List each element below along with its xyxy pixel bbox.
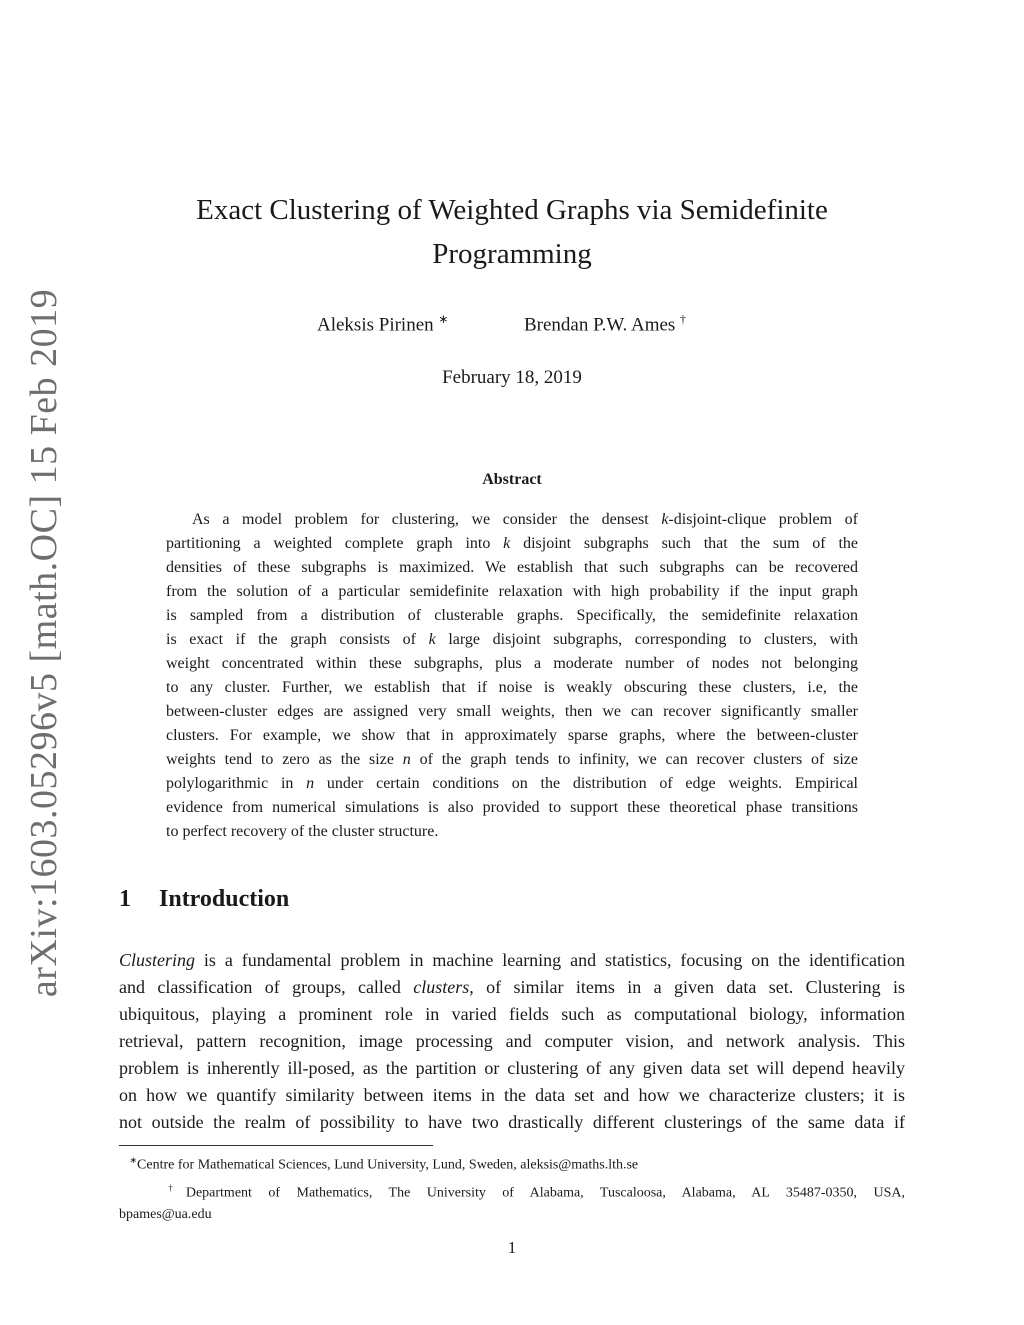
abstract-line: is exact if the graph consists of k large disjoint subgraphs, corresponding to clusters, with xyxy=(166,631,859,648)
abstract-line: between-cluster edges are assigned very small weights, then we can recover significantly smaller xyxy=(166,703,858,720)
section-title: Introduction xyxy=(159,886,290,912)
intro-line: problem is inherently ill-posed, as the partition or clustering of any given data set will depend heavily xyxy=(119,1058,905,1078)
footnote-2-continued: bpames@ua.edu xyxy=(119,1207,212,1223)
abstract-line: densities of these subgraphs is maximized. We establish that such subgraphs can be recovered xyxy=(166,559,858,576)
abstract-line: weight concentrated within these subgraphs, plus a moderate number of nodes not belonging xyxy=(166,655,858,672)
page-number: 1 xyxy=(507,1238,517,1257)
abstract-line: to any cluster. Further, we establish that if noise is weakly obscuring these clusters, i.e, the xyxy=(166,679,858,696)
footnotes xyxy=(119,1149,905,1226)
introduction-body xyxy=(119,947,905,1136)
abstract-line: is sampled from a distribution of clusterable graphs. Specifically, the semidefinite relaxation xyxy=(166,607,858,624)
paper-title xyxy=(120,188,904,276)
abstract-line: polylogarithmic in n under certain conditions on the distribution of edge weights. Empirical xyxy=(166,775,858,792)
abstract-line: weights tend to zero as the size n of the graph tends to infinity, we can recover clusters of size xyxy=(166,751,859,768)
paper-title-line-2: Programming xyxy=(432,238,592,270)
abstract-body xyxy=(166,508,858,844)
abstract-heading: Abstract xyxy=(482,471,542,488)
intro-line: ubiquitous, playing a prominent role in varied fields such as computational biology, information xyxy=(119,1004,905,1024)
author-1-name: Aleksis Pirinen xyxy=(317,314,434,336)
abstract-line: evidence from numerical simulations is also provided to support these theoretical phase transitions xyxy=(166,799,858,816)
abstract-line: to perfect recovery of the cluster structure. xyxy=(166,823,439,840)
footnote-1: ∗Centre for Mathematical Sciences, Lund University, Lund, Sweden, aleksis@maths.lth.se xyxy=(129,1155,639,1173)
author-1-footnote-mark: ∗ xyxy=(438,312,449,326)
abstract-line: As a model problem for clustering, we consider the densest k-disjoint-clique problem of xyxy=(192,511,858,528)
author-1 xyxy=(317,312,448,336)
paper-date: February 18, 2019 xyxy=(442,367,582,388)
intro-line: on how we quantify similarity between items in the data set and how we characterize clusters; it is xyxy=(119,1085,905,1105)
author-2-name: Brendan P.W. Ames xyxy=(524,314,676,336)
section-number: 1 xyxy=(119,886,131,912)
abstract-line: clusters. For example, we show that in approximately sparse graphs, where the between-cluster xyxy=(166,727,858,744)
intro-line: not outside the realm of possibility to have two drastically different clusterings of the same data if xyxy=(119,1112,905,1132)
section-heading-introduction xyxy=(119,886,289,913)
abstract-line: partitioning a weighted complete graph into k disjoint subgraphs such that the sum of the xyxy=(166,535,858,552)
footnote-divider xyxy=(119,1145,433,1146)
footnote-2: †Department of Mathematics, The University of Alabama, Tuscaloosa, Alabama, AL 35487-0350, USA, xyxy=(168,1182,906,1201)
intro-line: Clustering is a fundamental problem in machine learning and statistics, focusing on the identification xyxy=(119,950,905,970)
author-2 xyxy=(524,312,686,336)
abstract-line: from the solution of a particular semidefinite relaxation with high probability if the input graph xyxy=(166,583,858,600)
intro-line: retrieval, pattern recognition, image processing and computer vision, and network analysis. This xyxy=(119,1031,905,1051)
arxiv-identifier-text: arXiv:1603.05296v5 [math.OC] 15 Feb 2019 xyxy=(23,288,65,998)
paper-title-line-1: Exact Clustering of Weighted Graphs via Semidefinite xyxy=(196,194,828,226)
intro-line: and classification of groups, called clusters, of similar items in a given data set. Clustering is xyxy=(119,977,905,997)
author-2-footnote-mark: † xyxy=(680,312,687,326)
